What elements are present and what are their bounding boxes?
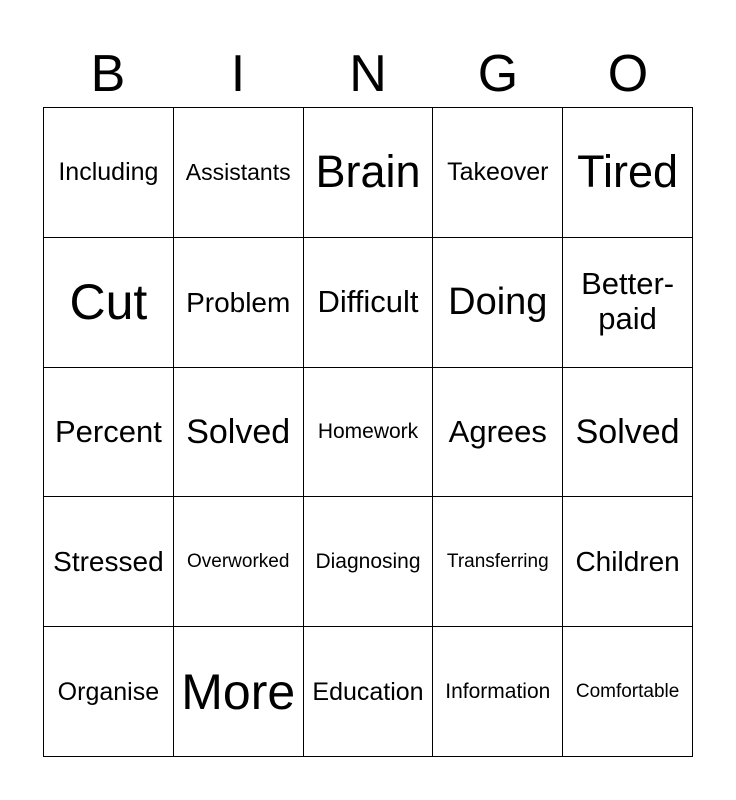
cell-word: Solved [575,412,680,451]
header-letter-n: N [349,45,387,103]
cell-word: Information [445,679,551,703]
bingo-cell-r0-c4[interactable] [563,108,693,238]
cell-word: Problem [186,286,291,318]
header-letter-o: O [607,45,649,103]
cell-word: Agrees [448,413,547,449]
cell-word: Tired [577,146,679,198]
cell-word: Cut [69,274,148,331]
header-letter-b: B [90,45,126,103]
bingo-cell-r3-c0[interactable] [44,497,174,627]
bingo-cell-r4-c1[interactable] [174,627,304,757]
cell-word: Including [58,158,159,187]
cell-word: Percent [54,413,162,449]
bingo-header [43,40,693,106]
cell-word: More [181,663,296,720]
cell-word: Homework [317,420,419,444]
cell-word: Transferring [446,551,549,573]
cell-word: Education [312,677,424,706]
cell-word: Children [575,546,680,578]
cell-word: Comfortable [575,680,680,702]
cell-word: Better-paid [581,266,675,337]
cell-word: Stressed [53,546,164,578]
cell-word: Brain [315,146,421,198]
bingo-cell-r1-c2[interactable] [304,238,434,368]
bingo-cell-r2-c3[interactable] [433,368,563,498]
cell-word: Doing [448,280,548,323]
bingo-cell-r4-c4[interactable] [563,627,693,757]
bingo-cell-r3-c1[interactable] [174,497,304,627]
bingo-cell-r3-c4[interactable] [563,497,693,627]
cell-word: Assistants [185,158,291,185]
header-letter-g: G [477,45,519,103]
bingo-board [43,107,693,757]
cell-word: Diagnosing [315,550,421,574]
bingo-cell-r3-c3[interactable] [433,497,563,627]
cell-word: Takeover [447,158,549,187]
header-letter-i: I [230,45,246,103]
bingo-cell-r4-c0[interactable] [44,627,174,757]
bingo-cell-r3-c2[interactable] [304,497,434,627]
bingo-cell-r1-c3[interactable] [433,238,563,368]
bingo-cell-r1-c1[interactable] [174,238,304,368]
bingo-cell-r2-c1[interactable] [174,368,304,498]
bingo-cell-r4-c2[interactable] [304,627,434,757]
bingo-cell-r0-c2[interactable] [304,108,434,238]
bingo-cell-r1-c0[interactable] [44,238,174,368]
cell-word: Organise [57,677,160,706]
bingo-cell-r0-c1[interactable] [174,108,304,238]
bingo-cell-r0-c3[interactable] [433,108,563,238]
bingo-cell-r2-c2[interactable] [304,368,434,498]
cell-word: Solved [186,412,291,451]
cell-word: Difficult [317,283,419,319]
bingo-cell-r2-c0[interactable] [44,368,174,498]
bingo-cell-r4-c3[interactable] [433,627,563,757]
bingo-cell-r2-c4[interactable] [563,368,693,498]
cell-word: Overworked [186,551,290,573]
bingo-cell-r1-c4[interactable] [563,238,693,368]
bingo-cell-r0-c0[interactable] [44,108,174,238]
